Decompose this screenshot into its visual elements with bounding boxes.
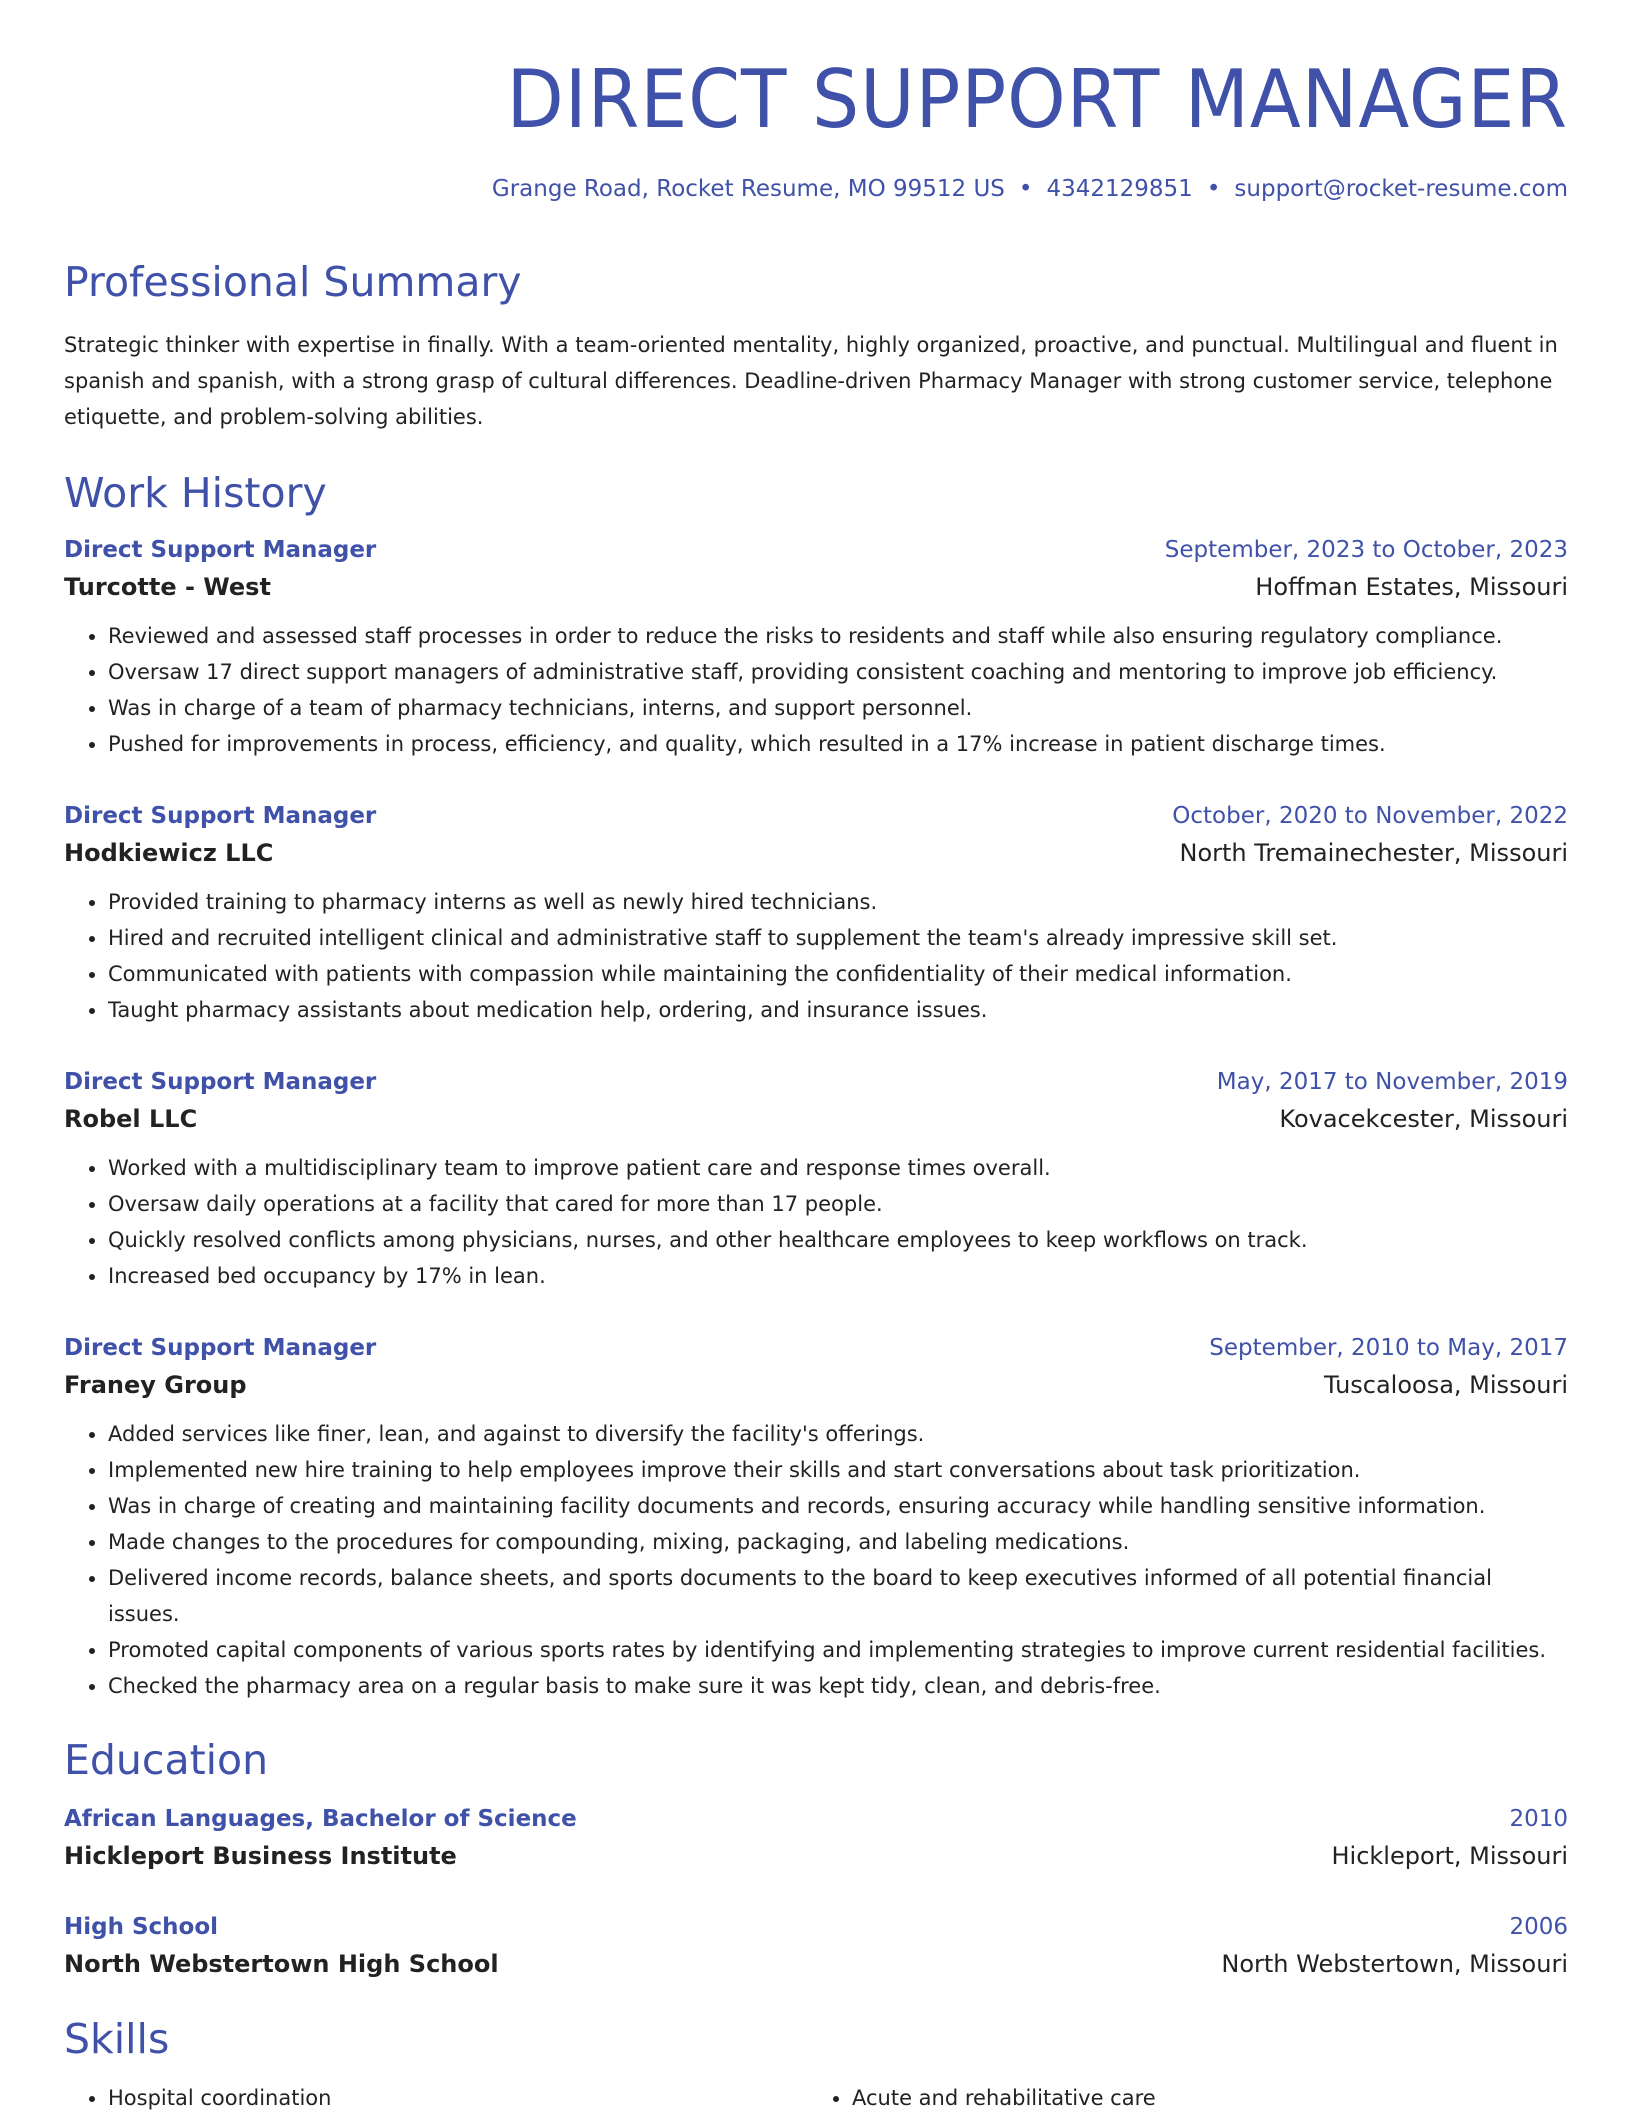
- degree: High School: [64, 1914, 219, 1940]
- job-company: Robel LLC: [64, 1105, 198, 1133]
- job-dates: September, 2023 to October, 2023: [1164, 537, 1568, 563]
- education-entry: [64, 1911, 1568, 1983]
- job-location: Hoffman Estates, Missouri: [1255, 573, 1568, 601]
- phone[interactable]: 4342129851: [1046, 176, 1193, 202]
- job-entry: [64, 1332, 1568, 1704]
- education-entry: [64, 1803, 1568, 1875]
- summary-text: Strategic thinker with expertise in finally. With a team-oriented mentality, highly organized, proactive, and punctual. Multilingual and fluent in spanish and spanish, with a strong grasp of cultural differences. Deadline-driven Pharmacy Manager with strong customer service, telephone etiquette, and problem-solving abilities.: [64, 333, 1558, 429]
- separator-dot: •: [1206, 176, 1221, 202]
- list-item: • Reviewed and assessed staff processes in order to reduce the risks to residents and staff while also ensuring regulatory compliance.: [108, 618, 1568, 654]
- job-title: Direct Support Manager: [64, 803, 377, 829]
- contact-line: [64, 176, 1568, 206]
- job-entry: [64, 534, 1568, 762]
- list-item: • Made changes to the procedures for compounding, mixing, packaging, and labeling medications.: [108, 1524, 1568, 1560]
- education-heading: Education: [64, 1736, 269, 1784]
- list-item: • Increased bed occupancy by 17% in lean.: [108, 1258, 1568, 1294]
- address: Grange Road, Rocket Resume, MO 99512 US: [491, 176, 1005, 202]
- list-item: • Communicated with patients with compassion while maintaining the confidentiality of their medical information.: [108, 956, 1568, 992]
- job-entry: [64, 800, 1568, 1028]
- job-bullets: [64, 1416, 1568, 1704]
- job-location: Kovacekcester, Missouri: [1279, 1105, 1568, 1133]
- list-item: • Added services like finer, lean, and against to diversify the facility's offerings.: [108, 1416, 1568, 1452]
- job-title: Direct Support Manager: [64, 1069, 377, 1095]
- school-location: Hickleport, Missouri: [1331, 1842, 1568, 1870]
- skills-column-left: [64, 2080, 808, 2116]
- job-company: Franey Group: [64, 1371, 247, 1399]
- summary-heading: Professional Summary: [64, 258, 522, 306]
- job-dates: May, 2017 to November, 2019: [1216, 1069, 1568, 1095]
- list-item: • Hospital coordination: [108, 2080, 808, 2116]
- job-location: Tuscaloosa, Missouri: [1324, 1371, 1568, 1399]
- job-entry: [64, 1066, 1568, 1294]
- email-link[interactable]: support@rocket-resume.com: [1234, 176, 1568, 202]
- list-item: • Hired and recruited intelligent clinical and administrative staff to supplement the team's already impressive skill set.: [108, 920, 1568, 956]
- graduation-year: 2010: [1509, 1806, 1568, 1832]
- job-dates: September, 2010 to May, 2017: [1209, 1335, 1568, 1361]
- job-location: North Tremainechester, Missouri: [1179, 839, 1568, 867]
- list-item: • Oversaw daily operations at a facility that cared for more than 17 people.: [108, 1186, 1568, 1222]
- list-item: • Quickly resolved conflicts among physicians, nurses, and other healthcare employees to keep workflows on track.: [108, 1222, 1568, 1258]
- skills-column-right: [808, 2080, 1552, 2116]
- job-title: Direct Support Manager: [64, 537, 377, 563]
- separator-dot: •: [1018, 176, 1033, 202]
- list-item: • Taught pharmacy assistants about medication help, ordering, and insurance issues.: [108, 992, 1568, 1028]
- job-company: Turcotte - West: [64, 573, 271, 601]
- school-name: Hickleport Business Institute: [64, 1842, 457, 1870]
- work-history-heading: Work History: [64, 469, 327, 517]
- job-bullets: [64, 884, 1568, 1028]
- skills-heading: Skills: [64, 2015, 170, 2063]
- job-company: Hodkiewicz LLC: [64, 839, 274, 867]
- school-name: North Webstertown High School: [64, 1950, 499, 1978]
- list-item: • Worked with a multidisciplinary team to improve patient care and response times overall.: [108, 1150, 1568, 1186]
- job-dates: October, 2020 to November, 2022: [1172, 803, 1568, 829]
- job-bullets: [64, 1150, 1568, 1294]
- list-item: • Oversaw 17 direct support managers of administrative staff, providing consistent coaching and mentoring to improve job efficiency.: [108, 654, 1568, 690]
- job-bullets: [64, 618, 1568, 762]
- list-item: • Implemented new hire training to help employees improve their skills and start conversations about task prioritization.: [108, 1452, 1568, 1488]
- list-item: • Was in charge of creating and maintaining facility documents and records, ensuring accuracy while handling sensitive information.: [108, 1488, 1568, 1524]
- job-title: Direct Support Manager: [64, 1335, 377, 1361]
- list-item: • Pushed for improvements in process, efficiency, and quality, which resulted in a 17% increase in patient discharge times.: [108, 726, 1568, 762]
- graduation-year: 2006: [1509, 1914, 1568, 1940]
- list-item: • Promoted capital components of various sports rates by identifying and implementing strategies to improve current residential facilities.: [108, 1632, 1568, 1668]
- list-item: • Checked the pharmacy area on a regular basis to make sure it was kept tidy, clean, and debris-free.: [108, 1668, 1568, 1704]
- degree: African Languages, Bachelor of Science: [64, 1806, 577, 1832]
- list-item: • Provided training to pharmacy interns as well as newly hired technicians.: [108, 884, 1568, 920]
- candidate-name: DIRECT SUPPORT MANAGER: [506, 53, 1569, 146]
- skills-list: [64, 2080, 1568, 2116]
- list-item: • Acute and rehabilitative care: [852, 2080, 1552, 2116]
- school-location: North Webstertown, Missouri: [1221, 1950, 1568, 1978]
- list-item: • Was in charge of a team of pharmacy technicians, interns, and support personnel.: [108, 690, 1568, 726]
- list-item: • Delivered income records, balance sheets, and sports documents to the board to keep executives informed of all potential financial issues.: [108, 1560, 1568, 1632]
